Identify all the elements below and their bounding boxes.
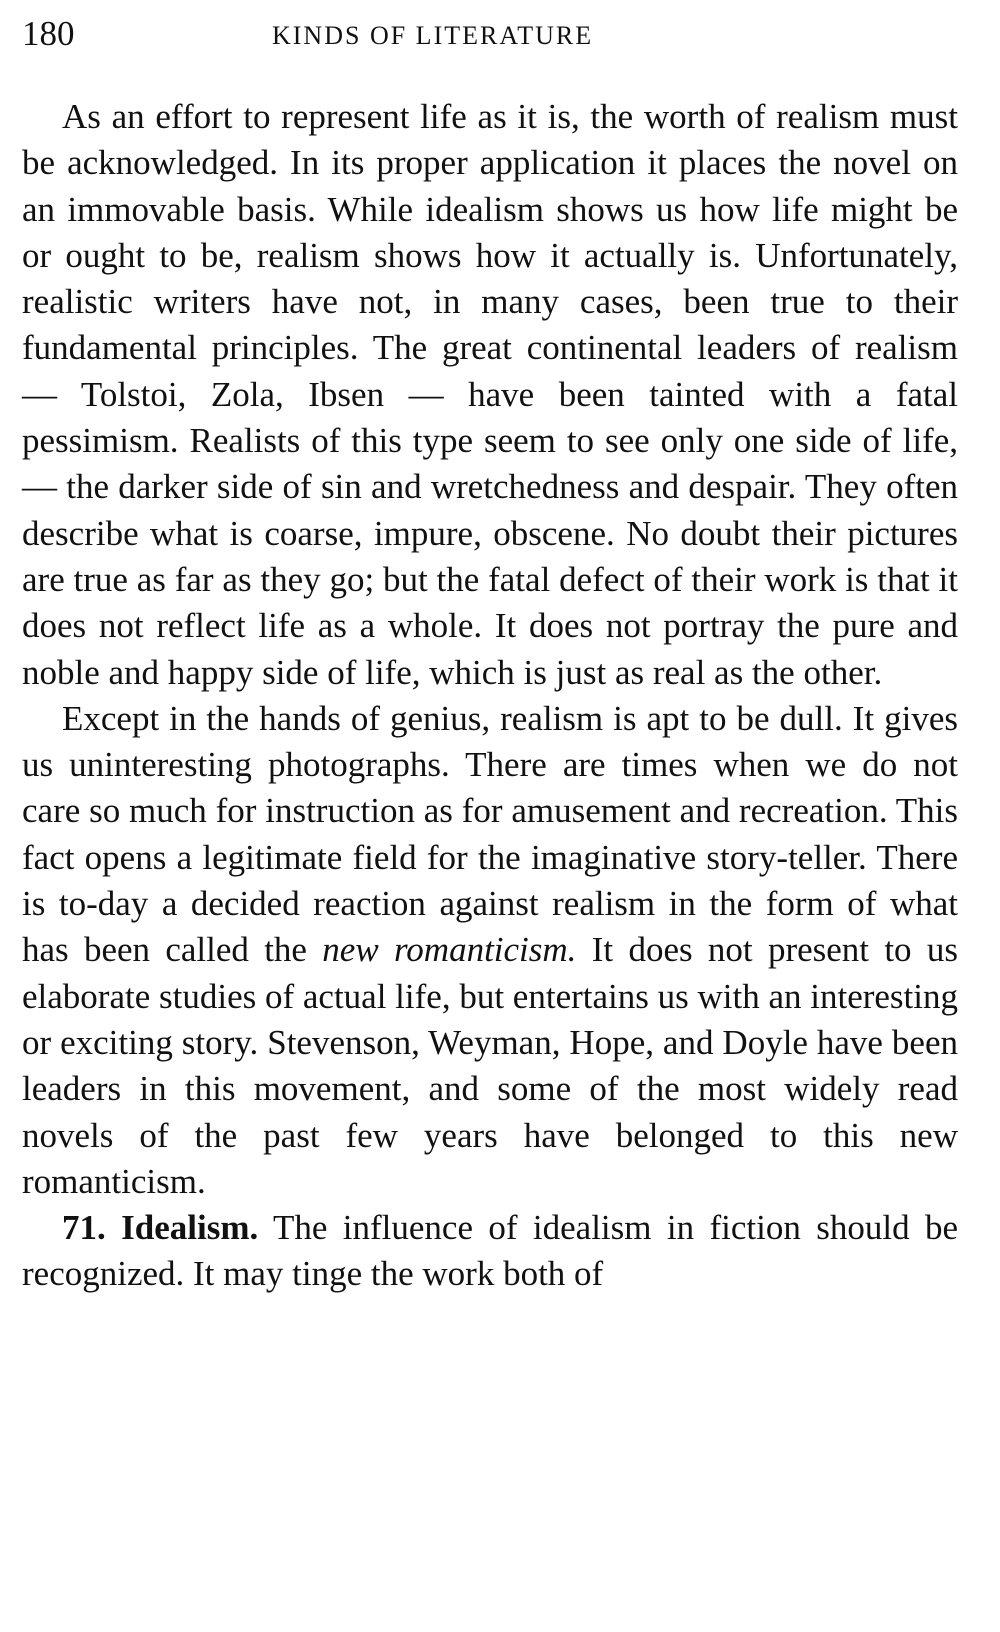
paragraph-text-start: Except in the hands of genius, realism is apt to be dull. It gives us uninteresting photographs. There are times when we do not care so much for instruction as for amusement and recreation. This fact opens a legitimate field for the imaginative story-teller. There is to-day a decided reaction against realism in the form of what has been called the (22, 698, 958, 970)
paragraph-new-romanticism (22, 696, 958, 1205)
section-heading: 71. Idealism. (62, 1208, 259, 1248)
page-number: 180 (22, 14, 75, 53)
italic-term-new-romanticism: new romanticism. (322, 930, 577, 970)
paragraph-realism-worth: As an effort to represent life as it is, the worth of realism must be acknowledged. In its proper application it places the novel on an immovable basis. While idealism shows us how life might be or ought to be, realism shows how it actually is. Unfortunately, realistic writers have not, in many cases, been true to their fundamental principles. The great continental leaders of realism — Tolstoi, Zola, Ibsen — have been tainted with a fatal pessimism. Realists of this type seem to see only one side of life, — the darker side of sin and wretchedness and despair. They often describe what is coarse, impure, obscene. No doubt their pictures are true as far as they go; but the fatal defect of their work is that it does not reflect life as a whole. It does not portray the pure and noble and happy side of life, which is just as real as the other. (22, 97, 958, 692)
body-text (22, 94, 958, 1298)
running-head (22, 12, 972, 60)
running-title: KINDS OF LITERATURE (272, 21, 594, 50)
section-idealism (22, 1205, 958, 1298)
section-text: The influence of idealism in fiction should be recognized. It may tinge the work both of (22, 1208, 958, 1294)
paragraph-text-end: It does not present to us elaborate studies of actual life, but entertains us with an interesting or exciting story. Stevenson, Weyman, Hope, and Doyle have been leaders in this movement, and some of the most widely read novels of the past few years have belonged to this new romanticism. (22, 930, 958, 1201)
